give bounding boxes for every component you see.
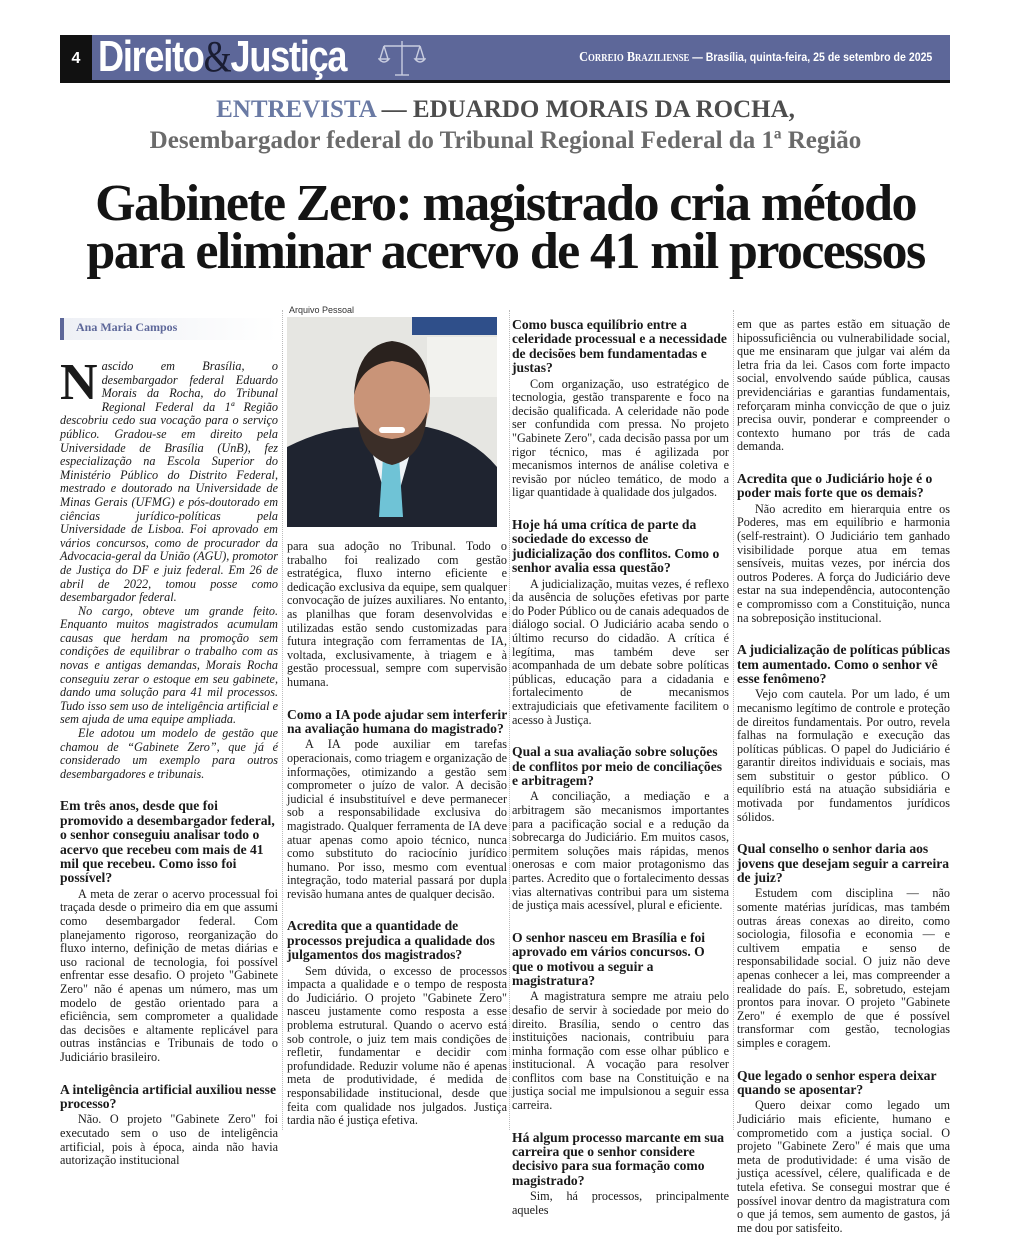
- interview-paragraph: A conciliação, a mediação e a arbitragem são mecanismos importantes para a pacificação social e a redução da sobrecarga do Judiciário. Em muitos casos, permitem soluções mais rápidas, menos onerosas e com maior protagonismo das partes. Acredito que o fortalecimento dessas vias alternativas contribui para um sistema de justiça mais acessível, plural e eficiente.: [512, 789, 729, 913]
- intro-text: ascido em Brasília, o desembargador federal Eduardo Morais da Rocha, do Tribunal Regional Federal da 1ª Região descobriu cedo sua vocação para o serviço público. Gradou-se em direito pela Universidade de Brasília (UnB), fez especialização na Escola Superior do Ministério Público do Distrito Federal, mestrado e doutorado na Universidade de Minas Gerais (UFMG) e pós-doutorado em ciências jurídico-políticas pela Universidade de Lisboa. Foi aprovado em vários concursos, como de procurador da Advocacia-geral da União (AGU), promotor de Justiça do DF e juiz federal. Em 26 de abril de 2022, tomou posse como desembargador federal.: [60, 359, 278, 605]
- section-title: [98, 31, 346, 82]
- section-word-1: Direito: [98, 32, 204, 81]
- interview-paragraph: No cargo, obteve um grande feito. Enquanto muitos magistrados acumulam causas que herdam na promoção sem condições de equilibrar o trabalho com as novas e antigas demandas, Morais Rocha conseguiu zerar o estoque em seu gabinete, dando uma solução para 41 mil processos. Tudo isso sem uso de inteligência artificial e sem ajuda de uma equipe ampliada.: [60, 603, 278, 727]
- interview-question: Como busca equilíbrio entre a celeridade processual e a necessidade de decisões bem fundamentadas e justas?: [512, 317, 727, 376]
- article-column-3: [512, 318, 729, 1217]
- interview-paragraph: Ele adotou um modelo de gestão que chamou de “Gabinete Zero”, que já é considerado um exemplo para outros desembargadores e tribunais.: [60, 726, 278, 781]
- interview-paragraph: Sem dúvida, o excesso de processos impacta a qualidade e o tempo de resposta do Judiciário. O projeto "Gabinete Zero" nasceu justamente como resposta a esse problema estrutural. Quando o acervo está sob controle, o juiz tem mais condições de refletir, fundamentar e decidir com profundidade. Reduzir volume não é apenas meta de produtividade, é medida de responsabilidade institucional, desde que feita com qualidade nos julgados. Justiça tardia não é justiça efetiva.: [287, 963, 507, 1128]
- interview-paragraph: A meta de zerar o acervo processual foi traçada desde o primeiro dia em que assumi como desembargador federal. Com planejamento rigoroso, reorganização do fluxo interno, definição de metas diárias e uso racional de tecnologia, foi possível enfrentar esse desafio. O projeto "Gabinete Zero" não é apenas um número, mas um modelo de gestão orientado para a eficiência, sem comprometer a qualidade das decisões e altamente replicável para outras instâncias e Tribunais de todo o Judiciário brasileiro.: [60, 886, 278, 1064]
- column-divider: [509, 310, 510, 1130]
- interview-paragraph: Sim, há processos, principalmente aqueles: [512, 1189, 729, 1217]
- interviewee-photo: [287, 317, 497, 527]
- interviewee-name: — EDUARDO MORAIS DA ROCHA,: [375, 96, 795, 123]
- interview-paragraph: A magistratura sempre me atraiu pelo desafio de servir à sociedade por meio do direito. Brasília, sendo o centro das instituições nacionais, contribuiu para minha formação com esse olhar público e institucional. A vocação para resolver conflitos com base na Constituição e na justiça social me impulsionou a seguir essa carreira.: [512, 989, 729, 1113]
- article-column-2: [287, 540, 507, 1128]
- column-divider: [733, 310, 734, 1130]
- interview-paragraph: Estudem com disciplina — não somente matérias jurídicas, mas também outras áreas conexas ao direito, como sociologia, filosofia e economia — e cultivem empatia e senso de responsabilidade social. O juiz não deve apenas conhecer a lei, mas compreender a realidade do país. E, sobretudo, estejam prontos para inovar. O projeto "Gabinete Zero" é exemplo de que é possível transformar com gestão, tecnologias simples e coragem.: [737, 886, 950, 1050]
- interview-paragraph: A judicialização, muitas vezes, é reflexo da ausência de soluções efetivas por parte do Poder Público ou de canais adequados de diálogo social. O Judiciário acaba sendo o último recurso do cidadão. A crítica é legítima, mas também deve ser acompanhada de um debate sobre políticas públicas, educação para a cidadania e fortalecimento de mecanismos extrajudiciais que efetivamente facilitem o acesso à Justiça.: [512, 576, 729, 727]
- kicker-label: ENTREVISTA: [216, 96, 376, 123]
- interview-kicker: [0, 96, 1011, 124]
- column-divider: [282, 310, 283, 1130]
- interview-paragraph: [60, 354, 278, 605]
- article-column-4: [737, 318, 950, 1235]
- article-column-1: [60, 318, 278, 1168]
- section-word-2: Justiça: [230, 32, 347, 81]
- interview-question: O senhor nasceu em Brasília e foi aprovado em vários concursos. O que o motivou a seguir a magistratura?: [512, 929, 706, 988]
- portrait-illustration: [287, 317, 497, 527]
- interview-question: Em três anos, desde que foi promovido a desembargador federal, o senhor conseguiu analisar todo o acervo que recebeu com mais de 41 mil que recebeu. Como isso foi possível?: [60, 798, 275, 886]
- interview-paragraph: Não. O projeto "Gabinete Zero" foi executado sem o uso de inteligência artificial, pois à época, ainda não havia autorização institucional: [60, 1112, 278, 1168]
- newspaper-name: Correio Braziliense: [578, 50, 690, 65]
- date-text: — Brasília, quinta-feira, 25 de setembro de 2025: [689, 50, 932, 64]
- section-header-bar: [60, 32, 950, 83]
- section-ampersand: &: [203, 32, 231, 81]
- interview-question: Qual conselho o senhor daria aos jovens que desejam seguir a carreira de juiz?: [737, 841, 950, 886]
- interview-question: Hoje há uma crítica de parte da sociedade do excesso de judicialização dos conflitos. Como o senhor avalia essa questão?: [512, 516, 720, 576]
- interview-question: Acredita que a quantidade de processos prejudica a qualidade dos julgamentos dos magistrados?: [287, 918, 495, 963]
- interview-question: Que legado o senhor espera deixar quando se aposentar?: [737, 1067, 937, 1097]
- photo-credit: Arquivo Pessoal: [289, 305, 355, 315]
- headline-line-2: para eliminar acervo de 41 mil processos: [86, 223, 925, 280]
- interview-paragraph: em que as partes estão em situação de hipossuficiência ou vulnerabilidade social, que me ensinaram que julgar vai além da letra fria da lei. Casos com forte impacto social, envolvendo saúde pública, causas previdenciárias e garantias fundamentais, reforçaram minha convicção de que o juiz precisa ouvir, ponderar e compreender o contexto humano por trás de cada demanda.: [737, 317, 950, 454]
- drop-cap: N: [60, 354, 98, 411]
- interview-question: A judicialização de políticas públicas tem aumentado. Como o senhor vê esse fenômeno?: [737, 642, 950, 686]
- interview-paragraph: Não acredito em hierarquia entre os Poderes, mas em equilíbrio e harmonia (self-restraint). O Judiciário tem ganhado visibilidade porque atua em temas sensíveis, muitas vezes, por inércia dos outros Poderes. A força do Judiciário deve estar na sua independência, autocontenção e compromisso com a Constituição, nunca na sobreposição institucional.: [737, 501, 950, 625]
- headline-line-1: Gabinete Zero: magistrado cria método: [95, 175, 916, 232]
- byline: Ana Maria Campos: [60, 318, 278, 340]
- interview-question: Como a IA pode ajudar sem interferir na avaliação humana do magistrado?: [287, 706, 507, 736]
- newspaper-dateline: [579, 50, 932, 66]
- interview-question: Acredita que o Judiciário hoje é o poder mais forte que os demais?: [737, 470, 933, 501]
- interview-question: A inteligência artificial auxiliou nesse processo?: [60, 1081, 276, 1111]
- scales-of-justice-icon: [378, 37, 426, 79]
- interview-paragraph: A IA pode auxiliar em tarefas operacionais, como triagem e organização de informações, otimizando a gestão sem comprometer o juízo de valor. A decisão judicial é insubstituível e deve permanecer sob a responsabilidade exclusiva do magistrado. Qualquer ferramenta de IA deve atuar apenas como apoio técnico, nunca como substituto do raciocínio jurídico humano. Por isso, mesmo com eventual integração, todo material passará por dupla revisão humana antes de qualquer decisão.: [287, 737, 507, 901]
- interviewee-role: Desembargador federal do Tribunal Regional Federal da 1ª Região: [149, 127, 862, 154]
- page-number: 4: [60, 35, 92, 83]
- interview-paragraph: para sua adoção no Tribunal. Todo o trabalho foi realizado com gestão estratégica, fluxo interno eficiente e dedicação exclusiva da equipe, sem qualquer convocação de juízes auxiliares. No entanto, as planilhas que foram desenvolvidas e utilizadas estão sendo customizadas para futura integração com ferramentas de IA, voltada, exclusivamente, à triagem e à gestão processual, sempre com supervisão humana.: [287, 539, 507, 689]
- interview-paragraph: Quero deixar como legado um Judiciário mais eficiente, humano e comprometido com a justiça social. O projeto "Gabinete Zero" é mais que uma meta de produtividade: é uma visão de justiça acessível, célere, qualificada e de tutela efetiva. Se consegui mostrar que é possível inovar dentro da magistratura com o que já temos, sem aumento de gastos, já me dou por satisfeito.: [737, 1098, 950, 1235]
- interview-question: Há algum processo marcante em sua carreira que o senhor considere decisivo para sua formação como magistrado?: [512, 1129, 725, 1188]
- interview-paragraph: Com organização, uso estratégico de tecnologia, gestão transparente e foco na decisão qualificada. A celeridade não pode ser confundida com pressa. No projeto "Gabinete Zero", cada decisão passa por um rigor técnico, mas é agilizada por mecanismos internos de análise coletiva e revisão por núcleo temático, de modo a ligar quantidade à qualidade dos julgados.: [512, 376, 729, 500]
- interview-paragraph: Vejo com cautela. Por um lado, é um mecanismo legítimo de controle e proteção de direitos fundamentais. Por outro, revela falhas na formulação e execução das políticas públicas. O papel do Judiciário é garantir direitos individuais e sociais, mas sem substituir o gestor público. O equilíbrio está na atuação subsidiária e motivada por fundamentos jurídicos sólidos.: [737, 687, 950, 824]
- interview-question: Qual a sua avaliação sobre soluções de conflitos por meio de conciliações e arbitragem?: [512, 744, 723, 788]
